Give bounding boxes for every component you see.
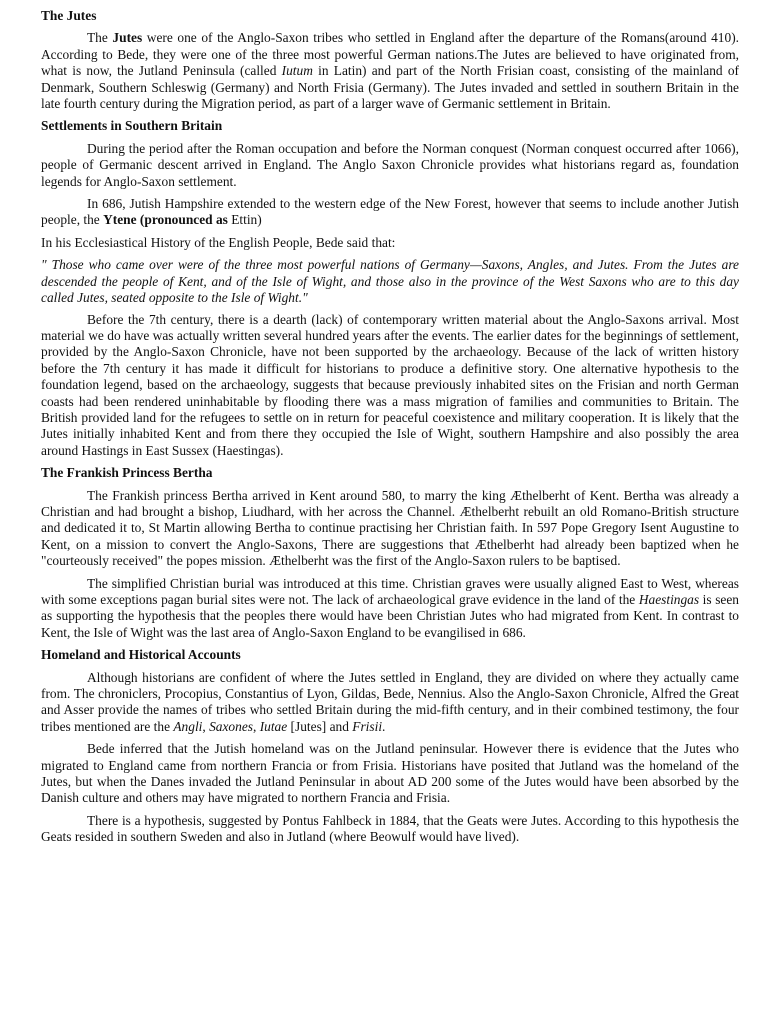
- paragraph-settlements-period: During the period after the Roman occupation and before the Norman conquest (Norman conquest occurred after 1066), people of Germanic descent arrived in England. The Anglo Saxon Chronicle provides what historians regard as, foundation legends for Anglo-Saxon settlement.: [41, 140, 739, 189]
- bede-quote: " Those who came over were of the three most powerful nations of Germany—Saxons, Angles, and Jutes. From the Jutes are descended the people of Kent, and of the Isle of Wight, and those also in the province of the West Saxons who are to this day called Jutes, seated opposite to the Isle of Wight.": [41, 257, 739, 306]
- heading-princess-bertha: The Frankish Princess Bertha: [41, 465, 213, 481]
- paragraph-christian-burial: The simplified Christian burial was introduced at this time. Christian graves were usually aligned East to West, whereas with some exceptions pagan burial sites were not. The lack of archaeological grave evidence in the land of the Haestingas is seen as supporting the hypothesis that the peoples there would have been Christian Jutes who had migrated from Kent. In contrast to Kent, the Isle of Wight was the last area of Anglo-Saxon England to be evangilised in 686.: [41, 575, 740, 640]
- paragraph-bede-inferred: Bede inferred that the Jutish homeland was on the Jutland peninsular. However there is evidence that the Jutes who migrated to England came from northern Francia or from Frisia. Historians have posited that Jutland was the homeland of the Jutes, but when the Danes invaded the Jutland Peninsular in about AD 200 some of the Jutes would have been absorbed by the Danish culture and others may have migrated to northern Francia and Frisia.: [41, 741, 739, 806]
- paragraph-jutish-hampshire: In 686, Jutish Hampshire extended to the western edge of the New Forest, however that seems to include another Jutish people, the Ytene (pronounced as Ettin): [41, 196, 739, 228]
- paragraph-geats-hypothesis: There is a hypothesis, suggested by Pontus Fahlbeck in 1884, that the Geats were Jutes. According to this hypothesis the Geats resided in southern Sweden and also in Jutland (where Beowulf would have lived).: [41, 812, 739, 845]
- paragraph-bede-intro: In his Ecclesiastical History of the English People, Bede said that:: [41, 234, 396, 250]
- paragraph-bertha-arrival: The Frankish princess Bertha arrived in Kent around 580, to marry the king Æthelberht of Kent. Bertha was already a Christian and had brought a bishop, Liudhard, with her across the Channel. Æthelberht rebuilt an old Romano-British structure and dedicated it to, St Martin allowing Bertha to continue practising her Christian faith. In 597 Pope Gregory Isent Augustine to Kent, on a mission to convert the Anglo-Saxons, There are suggestions that Æthelberht had already been baptized when he "courteously received" the popes mission. Æthelberht was the first of the Anglo-Saxon rulers to be baptised.: [41, 487, 739, 569]
- paragraph-historians-divided: Although historians are confident of where the Jutes settled in England, they are divided on where they actually came from. The chroniclers, Procopius, Constantius of Lyon, Gildas, Bede, Nennius. Also the Anglo-Saxon Chronicle, Alfred the Great and Asser provide the names of tribes who settled Britain during the mid-fifth century, and in their combined testimony, the four tribes mentioned are the Angli, Saxones, Iutae [Jutes] and Frisii.: [41, 669, 739, 734]
- heading-settlements: Settlements in Southern Britain: [41, 118, 223, 134]
- paragraph-before-7th-century: Before the 7th century, there is a dearth (lack) of contemporary written material about the Anglo-Saxons arrival. Most material we do have was actually written several hundred years after the events. The earlier dates for the beginnings of settlement, provided by the Anglo-Saxon Chronicle, have not been supported by the archaeology. Because of the lack of written history before the 7th century it has made it difficult for historians to produce a definitive story. One alternative hypothesis to the foundation legend, based on the archaeology, suggests that because previously inhabited sites on the Frisian and north German coasts had been rendered uninhabitable by flooding there was a mass migration of families and communities to Britain. The British provided land for the refugees to settle on in return for peaceful coexistence and military cooperation. It is likely that the Jutes initially inhabited Kent and from there they occupied the Isle of Wight, southern Hampshire and also possibly the area around Hastings in East Sussex (Haestingas).: [41, 311, 739, 458]
- heading-homeland: Homeland and Historical Accounts: [41, 647, 241, 663]
- heading-the-jutes: The Jutes: [41, 8, 97, 23]
- paragraph-jutes-intro: The Jutes were one of the Anglo-Saxon tribes who settled in England after the departure of the Romans(around 410). According to Bede, they were one of the three most powerful German nations.The Jutes are believed to have originated from, what is now, the Jutland Peninsula (called Iutum in Latin) and part of the North Frisian coast, consisting of the mainland of Denmark, Southern Schleswig (Germany) and North Frisia (Germany). The Jutes invaded and settled in southern Britain in the late fourth century during the Migration period, as part of a larger wave of Germanic settlement in Britain.: [41, 30, 739, 112]
